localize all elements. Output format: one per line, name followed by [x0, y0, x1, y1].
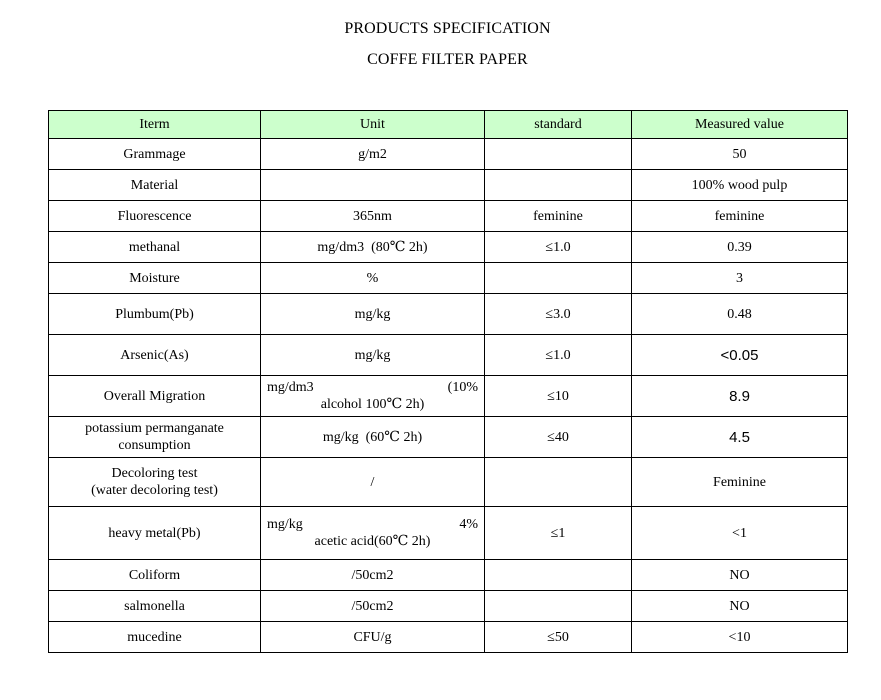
specification-table [48, 110, 848, 653]
cell-item-part: consumption [118, 438, 191, 453]
cell-item-part: (water decoloring test) [91, 483, 218, 498]
cell-unit [261, 170, 485, 201]
cell-standard [485, 170, 632, 201]
cell-unit-part: (10% [447, 380, 478, 395]
cell-measured: <10 [632, 622, 848, 653]
cell-unit-part: mg/dm3 [267, 380, 314, 395]
column-header-measured-value: Measured value [632, 111, 848, 139]
table-row [49, 417, 848, 458]
cell-item: Moisture [49, 263, 261, 294]
cell-measured: feminine [632, 201, 848, 232]
cell-unit [261, 507, 485, 560]
table-row [49, 170, 848, 201]
column-header-unit: Unit [261, 111, 485, 139]
cell-measured: Feminine [632, 458, 848, 507]
cell-measured: 4.5 [632, 417, 848, 458]
table-row [49, 335, 848, 376]
cell-item: heavy metal(Pb) [49, 507, 261, 560]
cell-standard: ≤1.0 [485, 335, 632, 376]
cell-item [49, 417, 261, 458]
table-row [49, 201, 848, 232]
cell-unit-part: mg/kg [267, 517, 303, 532]
cell-unit: mg/dm3 (80℃ 2h) [261, 232, 485, 263]
cell-standard: ≤10 [485, 376, 632, 417]
cell-unit: g/m2 [261, 139, 485, 170]
cell-item: mucedine [49, 622, 261, 653]
cell-unit: mg/kg [261, 335, 485, 376]
cell-unit [261, 376, 485, 417]
table-row [49, 232, 848, 263]
cell-measured: 8.9 [632, 376, 848, 417]
cell-item [49, 458, 261, 507]
cell-unit: /50cm2 [261, 591, 485, 622]
table-row [49, 376, 848, 417]
cell-standard [485, 458, 632, 507]
cell-item: Fluorescence [49, 201, 261, 232]
cell-standard: ≤50 [485, 622, 632, 653]
cell-unit: 365nm [261, 201, 485, 232]
cell-unit: % [261, 263, 485, 294]
cell-item-part: Decoloring test [111, 466, 198, 481]
cell-unit-line1 [267, 379, 478, 396]
cell-unit: CFU/g [261, 622, 485, 653]
cell-standard [485, 139, 632, 170]
table-row [49, 507, 848, 560]
table-row [49, 622, 848, 653]
table-row [49, 139, 848, 170]
cell-standard: ≤1 [485, 507, 632, 560]
cell-unit-line1 [267, 516, 478, 533]
cell-unit: / [261, 458, 485, 507]
cell-item: Grammage [49, 139, 261, 170]
column-header-item: Iterm [49, 111, 261, 139]
cell-unit-part: alcohol 100℃ 2h) [320, 397, 425, 412]
cell-unit-part: acetic acid(60℃ 2h) [314, 534, 431, 549]
table-row [49, 560, 848, 591]
table-header-row [49, 111, 848, 139]
cell-standard [485, 560, 632, 591]
cell-item: Plumbum(Pb) [49, 294, 261, 335]
cell-item: salmonella [49, 591, 261, 622]
document-subtitle: COFFE FILTER PAPER [367, 51, 528, 68]
table-row [49, 591, 848, 622]
cell-measured: 50 [632, 139, 848, 170]
cell-unit-part: 4% [459, 517, 478, 532]
column-header-standard: standard [485, 111, 632, 139]
cell-item-part: potassium permanganate [85, 421, 224, 436]
cell-measured: NO [632, 591, 848, 622]
table-row [49, 458, 848, 507]
cell-standard [485, 263, 632, 294]
document-title: PRODUCTS SPECIFICATION [344, 20, 551, 37]
cell-measured: <1 [632, 507, 848, 560]
cell-measured: <0.05 [632, 335, 848, 376]
cell-standard: ≤3.0 [485, 294, 632, 335]
cell-standard [485, 591, 632, 622]
cell-item: Arsenic(As) [49, 335, 261, 376]
cell-item: methanal [49, 232, 261, 263]
cell-unit: /50cm2 [261, 560, 485, 591]
table-row [49, 263, 848, 294]
cell-standard: ≤40 [485, 417, 632, 458]
cell-measured: 0.39 [632, 232, 848, 263]
cell-unit: mg/kg (60℃ 2h) [261, 417, 485, 458]
cell-measured: 100% wood pulp [632, 170, 848, 201]
cell-item: Material [49, 170, 261, 201]
cell-standard: ≤1.0 [485, 232, 632, 263]
table-row [49, 294, 848, 335]
cell-item: Coliform [49, 560, 261, 591]
cell-item: Overall Migration [49, 376, 261, 417]
cell-standard: feminine [485, 201, 632, 232]
cell-measured: NO [632, 560, 848, 591]
cell-measured: 0.48 [632, 294, 848, 335]
cell-measured: 3 [632, 263, 848, 294]
cell-unit: mg/kg [261, 294, 485, 335]
